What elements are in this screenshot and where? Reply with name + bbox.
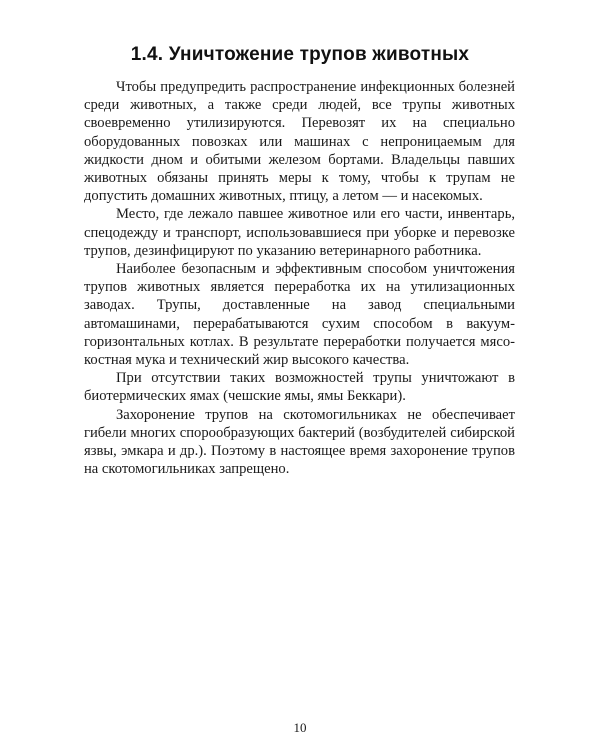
paragraph: Чтобы предупредить распространение инфекционных болезней среди животных, а также среди людей, все трупы животных своевременно утилизируются. Перевозят их на специально оборудованных повозках или машинах с непроницаемым для жидкости дном и обитыми железом бортами. Владельцы павших животных обязаны принять меры к тому, чтобы к трупам не допустить домашних животных, птицу, а летом — и насекомых. — [84, 79, 515, 205]
section-title: 1.4. Уничтожение трупов животных — [130, 44, 470, 65]
page-number: 10 — [293, 720, 307, 735]
body-text — [84, 78, 515, 478]
paragraph: При отсутствии таких возможностей трупы уничтожают в биотермических ямах (чешские ямы, ямы Беккари). — [84, 370, 515, 405]
paragraph: Место, где лежало павшее животное или его части, инвентарь, спецодежду и транспорт, использовавшиеся при уборке и перевозке трупов, дезинфицируют по указанию ветеринарного работника. — [84, 206, 515, 259]
paragraph: Наиболее безопасным и эффективным способом уничтожения трупов животных является переработка их на утилизационных заводах. Трупы, доставленные на завод специальными автомашинами, перерабатываются сухим способом в вакуум-горизонтальных котлах. В результате переработки получается мясо-костная мука и технический жир высокого качества. — [84, 261, 515, 369]
paragraph: Захоронение трупов на скотомогильниках не обеспечивает гибели многих спорообразующих бактерий (возбудителей сибирской язвы, эмкара и др.). Поэтому в настоящее время захоронение трупов на скотомогильниках запрещено. — [84, 406, 515, 478]
